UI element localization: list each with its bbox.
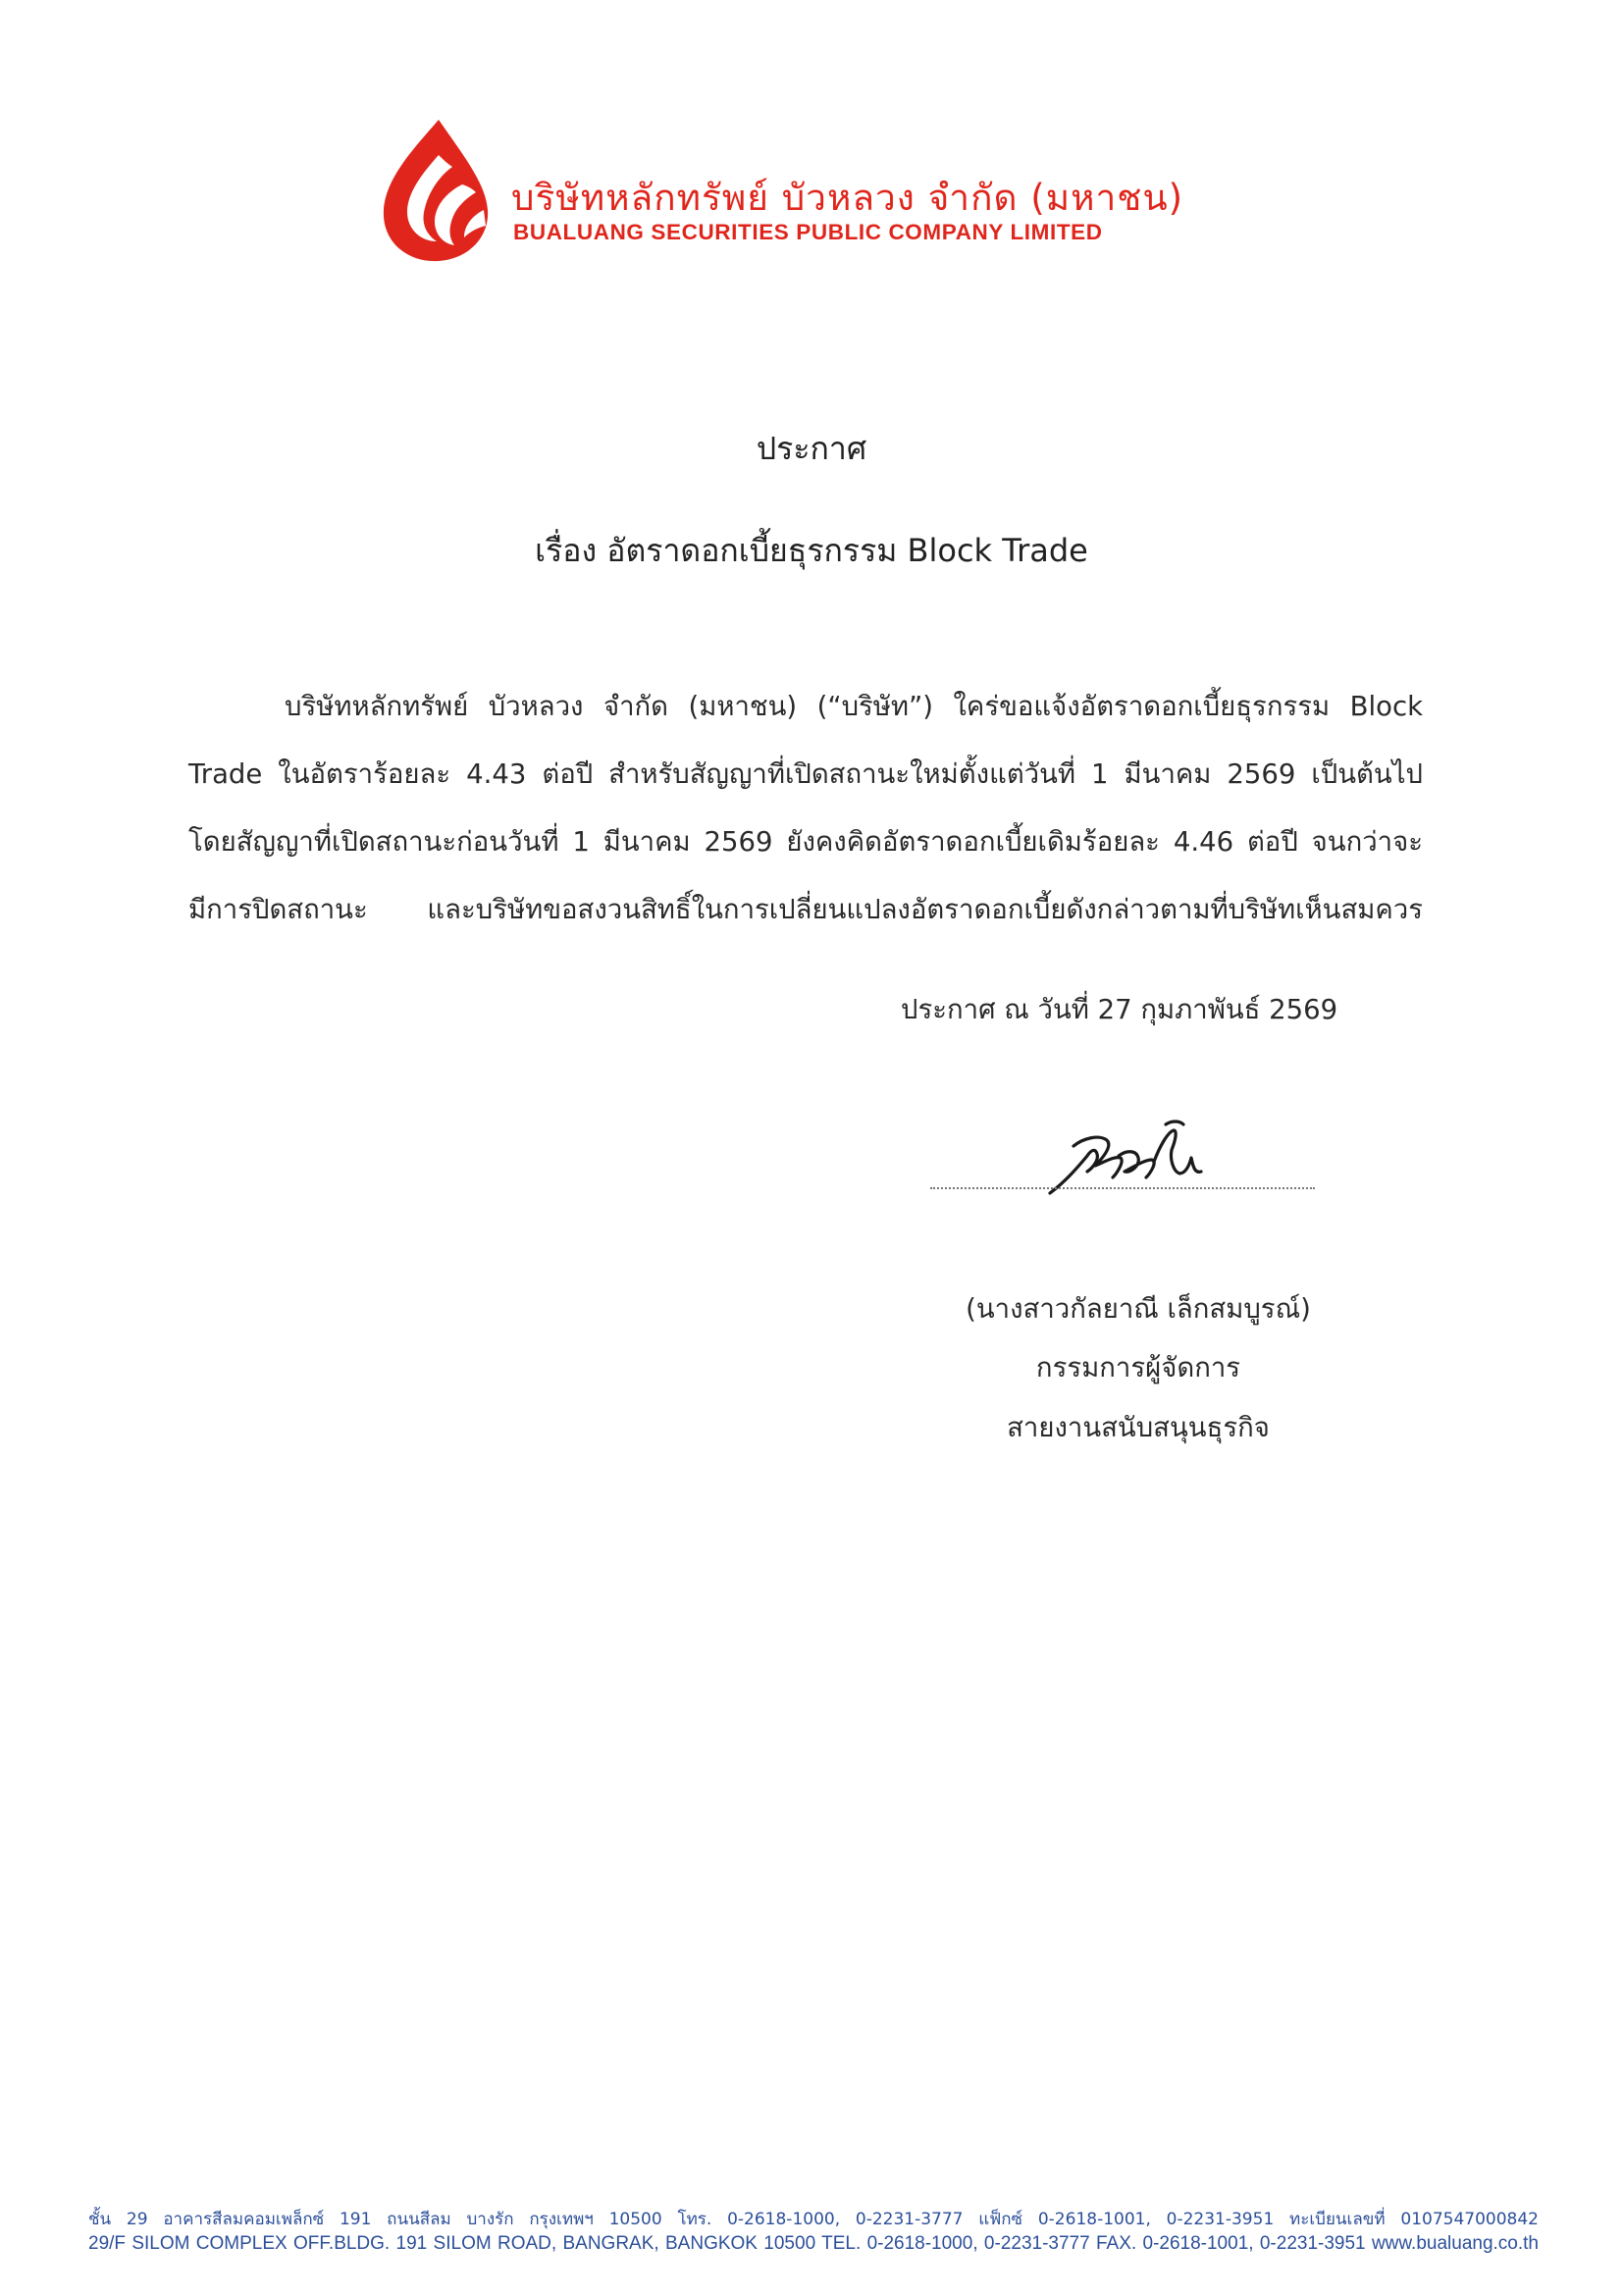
- signature-line: [930, 1187, 1315, 1189]
- announcement-date: ประกาศ ณ วันที่ 27 กุมภาพันธ์ 2569: [901, 994, 1338, 1025]
- body-line: มีการปิดสถานะ และบริษัทขอสงวนสิทธิ์ในการเปลี่ยนแปลงอัตราดอกเบี้ยดังกล่าวตามที่บริษัทเห็นสมควร: [188, 894, 1423, 925]
- signatory-department: สายงานสนับสนุนธุรกิจ: [1007, 1412, 1270, 1443]
- body-line: Trade ในอัตราร้อยละ 4.43 ต่อปี สำหรับสัญญาที่เปิดสถานะใหม่ตั้งแต่วันที่ 1 มีนาคม 2569 เป็นต้นไป: [188, 758, 1423, 790]
- body-line: บริษัทหลักทรัพย์ บัวหลวง จำกัด (มหาชน) (“บริษัท”) ใคร่ขอแจ้งอัตราดอกเบี้ยธุรกรรม Block: [285, 691, 1423, 722]
- company-logo-icon: [378, 116, 494, 263]
- handwritten-signature: [1044, 1117, 1211, 1205]
- signatory-name: (นางสาวกัลยาณี เล็กสมบูรณ์): [966, 1293, 1311, 1325]
- announcement-body: [188, 673, 1423, 944]
- letterhead: [378, 116, 1261, 273]
- footer-address-english: 29/F SILOM COMPLEX OFF.BLDG. 191 SILOM ROAD, BANGRAK, BANGKOK 10500 TEL. 0-2618-1000, 0-2231-3777 FAX. 0-2618-1001, 0-2231-3951 www.bualuang.co.th: [88, 2233, 1539, 2254]
- company-name-english: BUALUANG SECURITIES PUBLIC COMPANY LIMITED: [513, 220, 1103, 244]
- footer-address-thai: ชั้น 29 อาคารสีลมคอมเพล็กซ์ 191 ถนนสีลม บางรัก กรุงเทพฯ 10500 โทร. 0-2618-1000, 0-2231-3777 แฟ็กซ์ 0-2618-1001, 0-2231-3951 ทะเบียนเลขที่ 0107547000842: [88, 2210, 1539, 2229]
- announcement-subject: เรื่อง อัตราดอกเบี้ยธุรกรรม Block Trade: [535, 532, 1088, 569]
- announcement-heading: ประกาศ: [756, 430, 867, 467]
- company-name-thai: บริษัทหลักทรัพย์ บัวหลวง จำกัด (มหาชน): [511, 177, 1184, 219]
- signatory-position: กรรมการผู้จัดการ: [1035, 1352, 1241, 1383]
- body-line: โดยสัญญาที่เปิดสถานะก่อนวันที่ 1 มีนาคม 2569 ยังคงคิดอัตราดอกเบี้ยเดิมร้อยละ 4.46 ต่อปี จนกว่าจะ: [188, 826, 1423, 858]
